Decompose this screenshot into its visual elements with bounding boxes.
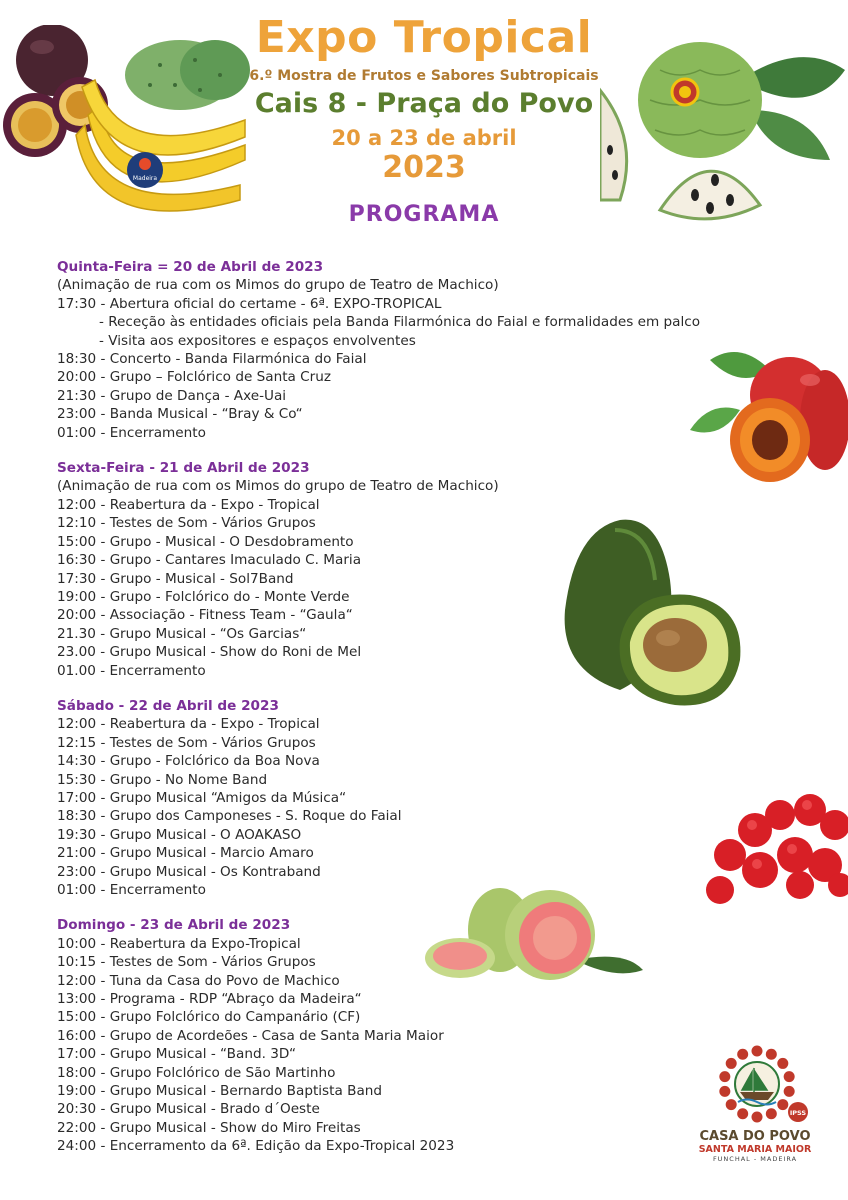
logo-ring-dot bbox=[752, 1112, 763, 1123]
day-block bbox=[57, 258, 777, 442]
logo-name: CASA DO POVO bbox=[699, 1129, 811, 1144]
casa-do-povo-logo bbox=[692, 1042, 822, 1172]
schedule-line: 12:00 - Tuna da Casa do Povo de Machico bbox=[57, 972, 340, 989]
schedule-line: 12:00 - Reabertura da - Expo - Tropical bbox=[57, 496, 320, 513]
cherimoya-image bbox=[600, 30, 848, 230]
program-schedule bbox=[57, 258, 777, 1173]
schedule-line: 10:15 - Testes de Som - Vários Grupos bbox=[57, 954, 316, 971]
event-title: Expo Tropical bbox=[255, 12, 593, 63]
schedule-line: 17:00 - Grupo Musical - “Band. 3D“ bbox=[57, 1046, 297, 1063]
logo-ring-dot bbox=[737, 1108, 748, 1119]
schedule-line: 01.00 - Encerramento bbox=[57, 662, 206, 679]
schedule-line: 01:00 - Encerramento bbox=[57, 424, 206, 441]
logo-ring-dot bbox=[752, 1046, 763, 1057]
schedule-line: 18:30 - Grupo dos Camponeses - S. Roque do Faial bbox=[57, 808, 402, 825]
schedule-line: (Animação de rua com os Mimos do grupo de Teatro de Machico) bbox=[57, 277, 499, 294]
event-dates: 20 a 23 de abril bbox=[331, 126, 517, 150]
schedule-line: 19:00 - Grupo - Folclórico do - Monte Verde bbox=[57, 588, 350, 605]
schedule-line: 14:30 - Grupo - Folclórico da Boa Nova bbox=[57, 753, 320, 770]
logo-subname: SANTA MARIA MAIOR bbox=[698, 1144, 812, 1155]
schedule-line: 01:00 - Encerramento bbox=[57, 882, 206, 898]
logo-ring-dot bbox=[777, 1058, 788, 1069]
schedule-line: 21:30 - Grupo de Dança - Axe-Uai bbox=[57, 387, 287, 404]
fruit-cluster-left-image bbox=[0, 25, 250, 225]
logo-ring-dot bbox=[719, 1086, 730, 1097]
schedule-line: 12:10 - Testes de Som - Vários Grupos bbox=[57, 515, 316, 532]
schedule-line: 16:00 - Grupo de Acordeões - Casa de Santa Maria Maior bbox=[57, 1027, 444, 1044]
logo-ring-dot bbox=[784, 1071, 795, 1082]
schedule-line: 19:00 - Grupo Musical - Bernardo Baptista Band bbox=[57, 1083, 383, 1100]
schedule-line: 23:00 - Banda Musical - “Bray & Co“ bbox=[57, 406, 303, 423]
schedule-line: 18:00 - Grupo Folclórico de São Martinho bbox=[57, 1064, 336, 1081]
schedule-line: 15:00 - Grupo Folclórico do Campanário (CF) bbox=[57, 1009, 361, 1026]
logo-ring-dot bbox=[784, 1086, 795, 1097]
schedule-line: 20:00 - Grupo – Folclórico de Santa Cruz bbox=[57, 369, 332, 386]
event-location: Cais 8 - Praça do Povo bbox=[254, 88, 594, 119]
logo-ring-dot bbox=[777, 1099, 788, 1110]
schedule-line: 18:30 - Concerto - Banda Filarmónica do Faial bbox=[57, 351, 367, 368]
logo-ring-dot bbox=[737, 1049, 748, 1060]
event-year: 2023 bbox=[382, 150, 466, 185]
schedule-line: 23.00 - Grupo Musical - Show do Roni de Mel bbox=[57, 644, 362, 661]
day-heading: Sexta-Feira - 21 de Abril de 2023 bbox=[57, 460, 310, 477]
schedule-line: 15:30 - Grupo - No Nome Band bbox=[57, 771, 268, 788]
day-block bbox=[57, 916, 777, 1155]
schedule-line: 24:00 - Encerramento da 6ª. Edição da Expo-Tropical 2023 bbox=[57, 1138, 455, 1155]
schedule-line: 22:00 - Grupo Musical - Show do Miro Freitas bbox=[57, 1119, 361, 1136]
ipss-badge: IPSS bbox=[789, 1109, 807, 1117]
logo-ring-dot bbox=[766, 1049, 777, 1060]
schedule-line: 19:30 - Grupo Musical - O AOAKASO bbox=[57, 826, 302, 843]
logo-ring-dot bbox=[726, 1099, 737, 1110]
schedule-line: 10:00 - Reabertura da Expo-Tropical bbox=[57, 935, 301, 952]
event-subtitle: 6.º Mostra de Frutos e Sabores Subtropicais bbox=[249, 68, 599, 84]
banana-sticker-text: Madeira bbox=[132, 175, 158, 182]
schedule-line: 21:00 - Grupo Musical - Marcio Amaro bbox=[57, 845, 314, 862]
schedule-line: - Receção às entidades oficiais pela Banda Filarmónica do Faial e formalidades em palco bbox=[99, 314, 701, 331]
logo-place: FUNCHAL - MADEIRA bbox=[712, 1155, 798, 1163]
day-block bbox=[57, 459, 777, 680]
schedule-line: 12:00 - Reabertura da - Expo - Tropical bbox=[57, 716, 320, 733]
logo-ring-dot bbox=[726, 1058, 737, 1069]
schedule-line: 21.30 - Grupo Musical - “Os Garcias“ bbox=[57, 625, 307, 642]
schedule-line: 12:15 - Testes de Som - Vários Grupos bbox=[57, 734, 316, 751]
schedule-line: - Visita aos expositores e espaços envolventes bbox=[99, 332, 416, 349]
schedule-line: 13:00 - Programa - RDP “Abraço da Madeira“ bbox=[57, 991, 362, 1008]
day-block bbox=[57, 697, 777, 899]
schedule-line: 20:30 - Grupo Musical - Brado d´Oeste bbox=[57, 1101, 320, 1118]
logo-ring-dot bbox=[766, 1108, 777, 1119]
schedule-line: 17:30 - Abertura oficial do certame - 6ª. EXPO-TROPICAL bbox=[57, 295, 442, 312]
schedule-line: 23:00 - Grupo Musical - Os Kontraband bbox=[57, 863, 321, 880]
day-heading: Domingo - 23 de Abril de 2023 bbox=[57, 917, 291, 934]
logo-ring-dot bbox=[719, 1071, 730, 1082]
schedule-line: 17:00 - Grupo Musical “Amigos da Música“ bbox=[57, 789, 347, 806]
schedule-line: 15:00 - Grupo - Musical - O Desdobramento bbox=[57, 533, 354, 550]
day-heading: Sábado - 22 de Abril de 2023 bbox=[57, 697, 279, 714]
day-heading: Quinta-Feira = 20 de Abril de 2023 bbox=[57, 259, 324, 275]
schedule-line: 17:30 - Grupo - Musical - Sol7Band bbox=[57, 570, 294, 587]
program-heading: PROGRAMA bbox=[348, 202, 500, 227]
schedule-line: 20:00 - Associação - Fitness Team - “Gaula“ bbox=[57, 607, 353, 624]
schedule-line: 16:30 - Grupo - Cantares Imaculado C. Maria bbox=[57, 552, 362, 569]
schedule-line: (Animação de rua com os Mimos do grupo de Teatro de Machico) bbox=[57, 478, 499, 495]
